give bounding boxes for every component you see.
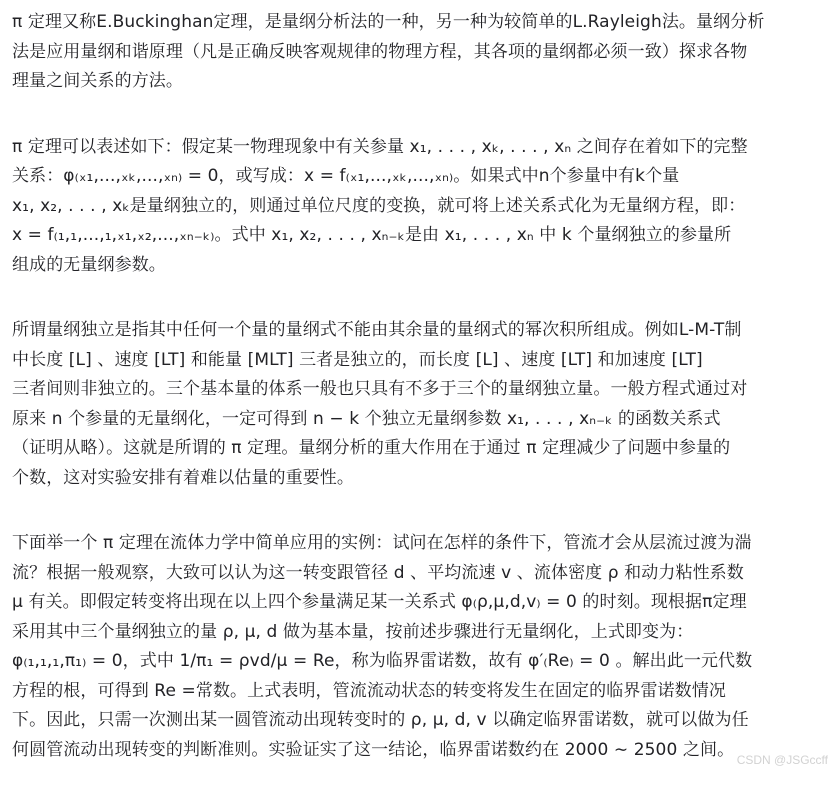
text-line: φ₍₁,₁,₁,π₁₎ = 0，式中 1/π₁ = ρvd/μ = Re，称为临界雷诺数，故有 φ′₍Re₎ = 0 。解出此一元代数	[12, 651, 753, 671]
text-line: μ 有关。即假定转变将出现在以上四个参量满足某一关系式 φ₍ρ,μ,d,v₎ = 0 的时刻。现根据π定理	[12, 592, 747, 612]
paragraph-independence	[12, 316, 830, 493]
text-line: 理量之间关系的方法。	[12, 71, 183, 91]
text-line: 下。因此，只需一次测出某一圆管流动出现转变时的 ρ, μ, d, v 以确定临界雷诺数，就可以做为任	[12, 710, 749, 730]
text-line: 关系：φ₍ₓ₁,...,ₓₖ,...,ₓₙ₎ = 0，或写成：x = f₍ₓ₁,...,ₓₖ,...,ₓₙ₎。如果式中n个参量中有k个量	[12, 166, 680, 186]
paragraph-definition	[12, 8, 830, 97]
text-line: 中长度 [L] 、速度 [LT] 和能量 [MLT] 三者是独立的，而长度 [L] 、速度 [LT] 和加速度 [LT]	[12, 349, 703, 370]
text-line: 方程的根，可得到 Re =常数。上式表明，管流流动状态的转变将发生在固定的临界雷诺数情况	[12, 680, 726, 701]
text-line: （证明从略）。这就是所谓的 π 定理。量纲分析的重大作用在于通过 π 定理减少了问题中参量的	[12, 438, 731, 458]
text-line: 个数，这对实验安排有着难以估量的重要性。	[12, 467, 354, 488]
text-line: π 定理又称E.Buckinghan定理，是量纲分析法的一种，另一种为较简单的L.Rayleigh法。量纲分析	[12, 12, 765, 32]
text-line: 流？根据一般观察，大致可以认为这一转变跟管径 d 、平均流速 v 、流体密度 ρ 和动力粘性系数	[12, 562, 744, 583]
text-line: x = f₍₁,₁,...,₁,ₓ₁,ₓ₂,...,ₓₙ₋ₖ₎。式中 x₁, x₂, . . . , xₙ₋ₖ是由 x₁, . . . , xₙ 中 k 个量纲独立的参量所	[12, 225, 732, 245]
text-line: x₁, x₂, . . . , xₖ是量纲独立的，则通过单位尺度的变换，就可将上述关系式化为无量纲方程，即：	[12, 195, 746, 216]
text-line: 原来 n 个参量的无量纲化，一定可得到 n − k 个独立无量纲参数 x₁, . . . , xₙ₋ₖ 的函数关系式	[12, 408, 721, 429]
text-line: 何圆管流动出现转变的判断准则。实验证实了这一结论，临界雷诺数约在 2000 ∼ 2500 之间。	[12, 739, 735, 760]
text-line: 所谓量纲独立是指其中任何一个量的量纲式不能由其余量的量纲式的幂次积所组成。例如L-M-T制	[12, 320, 742, 340]
text-line: 三者间则非独立的。三个基本量的体系一般也只具有不多于三个的量纲独立量。一般方程式通过对	[12, 379, 748, 399]
text-line: 法是应用量纲和谐原理（凡是正确反映客观规律的物理方程，其各项的量纲都必须一致）探求各物	[12, 41, 748, 62]
text-line: 采用其中三个量纲独立的量 ρ, μ, d 做为基本量，按前述步骤进行无量纲化，上式即变为：	[12, 621, 694, 642]
watermark: CSDN @JSGccff	[736, 753, 828, 767]
text-line: 组成的无量纲参数。	[12, 254, 166, 275]
text-line: 下面举一个 π 定理在流体力学中简单应用的实例：试问在怎样的条件下，管流才会从层流过渡为湍	[12, 533, 752, 553]
paragraph-statement	[12, 133, 830, 281]
paragraph-example	[12, 529, 830, 765]
text-line: π 定理可以表述如下：假定某一物理现象中有关参量 x₁, . . . , xₖ, . . . , xₙ 之间存在着如下的完整	[12, 136, 748, 157]
article-body	[12, 8, 830, 801]
